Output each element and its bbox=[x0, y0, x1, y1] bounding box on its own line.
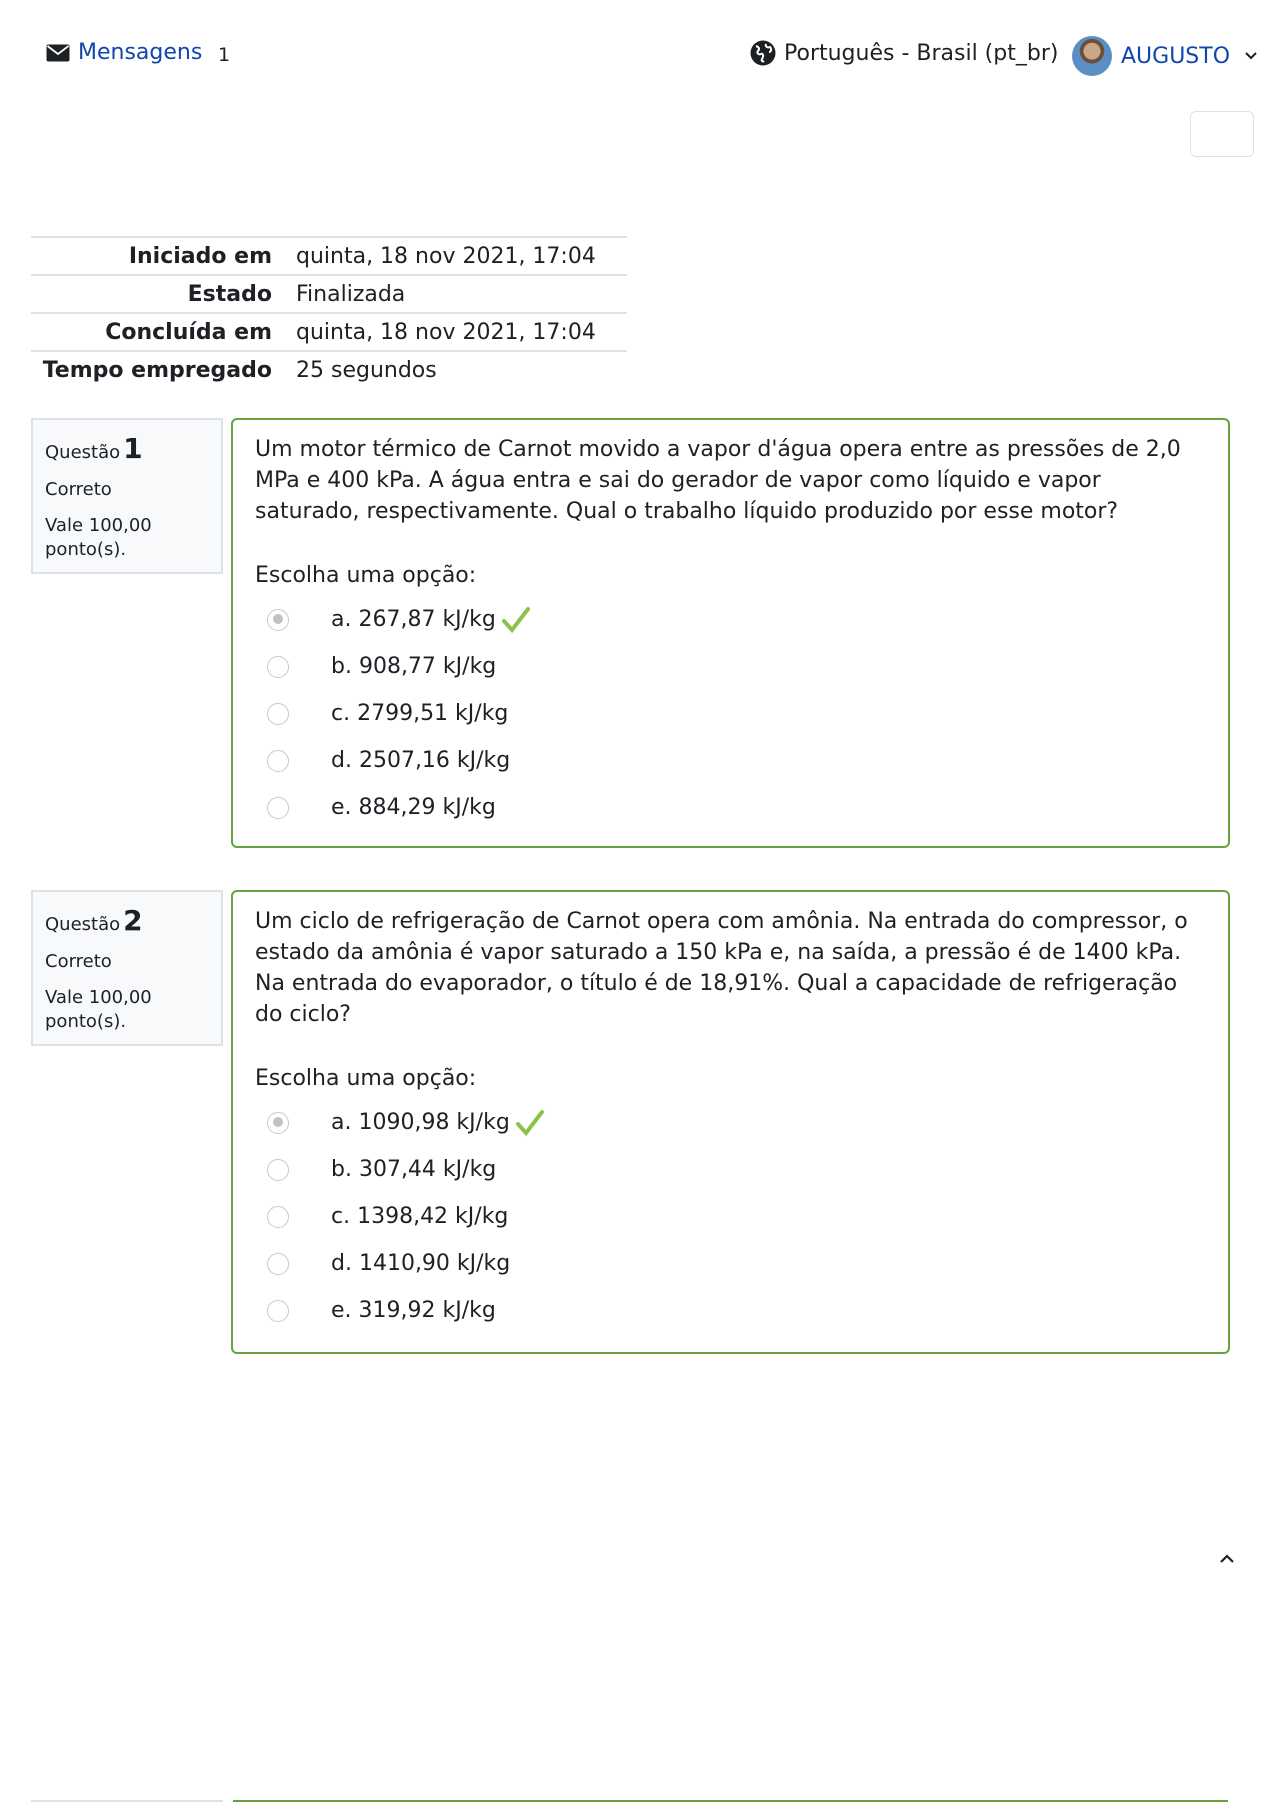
table-row bbox=[31, 313, 627, 351]
answer-option[interactable] bbox=[255, 1240, 1208, 1287]
answer-label: d. 2507,16 kJ/kg bbox=[331, 748, 511, 773]
question-text: Um motor térmico de Carnot movido a vapor d'água opera entre as pressões de 2,0 MPa e 400 kPa. A água entra e sai do gerador de vapor como líquido e vapor saturado, respectivamente. Qual o trabalho líquido produzido por esse motor? bbox=[255, 437, 1181, 524]
question-content-2 bbox=[231, 890, 1230, 1354]
summary-label: Concluída em bbox=[31, 313, 294, 351]
answer-prompt: Escolha uma opção: bbox=[255, 563, 477, 588]
summary-value: Finalizada bbox=[294, 275, 627, 313]
back-to-top-button[interactable] bbox=[1218, 1550, 1236, 1569]
question-grade: Vale 100,00 ponto(s). bbox=[45, 515, 152, 560]
avatar bbox=[1072, 36, 1112, 76]
question-content-1 bbox=[231, 418, 1230, 848]
answer-radio[interactable] bbox=[267, 1253, 289, 1275]
check-icon bbox=[515, 1109, 545, 1137]
answer-label: e. 319,92 kJ/kg bbox=[331, 1298, 496, 1323]
question-info-2 bbox=[31, 890, 223, 1046]
answer-label: b. 908,77 kJ/kg bbox=[331, 654, 497, 679]
answer-option[interactable] bbox=[255, 784, 1208, 831]
answer-option[interactable] bbox=[255, 1287, 1208, 1334]
summary-label: Iniciado em bbox=[31, 237, 294, 275]
top-navbar bbox=[0, 0, 1280, 110]
answer-option[interactable] bbox=[255, 737, 1208, 784]
table-row bbox=[31, 237, 627, 275]
answer-radio[interactable] bbox=[267, 750, 289, 772]
question-number: Questão 2 bbox=[45, 904, 143, 937]
answer-label: a. 1090,98 kJ/kg bbox=[331, 1110, 510, 1135]
messages-count-badge: 1 bbox=[218, 44, 231, 66]
summary-label: Estado bbox=[31, 275, 294, 313]
answer-label: c. 1398,42 kJ/kg bbox=[331, 1204, 509, 1229]
answer-label: a. 267,87 kJ/kg bbox=[331, 607, 496, 632]
envelope-icon bbox=[46, 44, 70, 62]
attempt-summary-table bbox=[31, 236, 627, 389]
answer-label: b. 307,44 kJ/kg bbox=[331, 1157, 497, 1182]
answer-radio[interactable] bbox=[267, 1112, 289, 1134]
answer-label: e. 884,29 kJ/kg bbox=[331, 795, 496, 820]
answer-option[interactable] bbox=[255, 1193, 1208, 1240]
check-icon bbox=[501, 606, 531, 634]
answer-prompt: Escolha uma opção: bbox=[255, 1066, 477, 1091]
answer-radio[interactable] bbox=[267, 703, 289, 725]
answer-option[interactable] bbox=[255, 1146, 1208, 1193]
answer-radio[interactable] bbox=[267, 1300, 289, 1322]
answer-option[interactable] bbox=[255, 643, 1208, 690]
summary-value: quinta, 18 nov 2021, 17:04 bbox=[294, 237, 627, 275]
language-menu[interactable] bbox=[750, 40, 1058, 66]
answer-label: c. 2799,51 kJ/kg bbox=[331, 701, 509, 726]
answer-radio[interactable] bbox=[267, 1159, 289, 1181]
question-info-1 bbox=[31, 418, 223, 574]
answer-option[interactable] bbox=[255, 690, 1208, 737]
summary-value: quinta, 18 nov 2021, 17:04 bbox=[294, 313, 627, 351]
blocks-drawer-button[interactable] bbox=[1190, 111, 1254, 157]
answer-radio[interactable] bbox=[267, 1206, 289, 1228]
answer-radio[interactable] bbox=[267, 797, 289, 819]
answer-list bbox=[255, 596, 1208, 831]
table-row bbox=[31, 351, 627, 389]
table-row bbox=[31, 275, 627, 313]
user-menu[interactable] bbox=[1072, 36, 1258, 76]
answer-list bbox=[255, 1099, 1208, 1334]
globe-icon bbox=[750, 40, 776, 66]
question-state: Correto bbox=[45, 951, 112, 972]
summary-value: 25 segundos bbox=[294, 351, 627, 389]
answer-radio[interactable] bbox=[267, 609, 289, 631]
question-state: Correto bbox=[45, 479, 112, 500]
user-name: AUGUSTO bbox=[1121, 43, 1231, 69]
answer-option[interactable] bbox=[255, 1099, 1208, 1146]
chevron-down-icon bbox=[1244, 51, 1258, 61]
chevron-up-icon bbox=[1218, 1553, 1236, 1565]
question-number: Questão 1 bbox=[45, 432, 143, 465]
next-question-info-edge bbox=[31, 1800, 223, 1802]
question-grade: Vale 100,00 ponto(s). bbox=[45, 987, 152, 1032]
messages-link[interactable] bbox=[46, 40, 202, 65]
summary-label: Tempo empregado bbox=[31, 351, 294, 389]
next-question-content-edge bbox=[233, 1800, 1228, 1802]
messages-label: Mensagens bbox=[78, 40, 203, 65]
language-label: Português - Brasil (pt_br) bbox=[784, 40, 1059, 66]
question-text: Um ciclo de refrigeração de Carnot opera com amônia. Na entrada do compressor, o estado da amônia é vapor saturado a 150 kPa e, na saída, a pressão é de 1400 kPa. Na entrada do evaporador, o título é de 18,91%. Qual a capacidade de refrigeração do ciclo? bbox=[255, 909, 1188, 1027]
answer-radio[interactable] bbox=[267, 656, 289, 678]
answer-label: d. 1410,90 kJ/kg bbox=[331, 1251, 511, 1276]
answer-option[interactable] bbox=[255, 596, 1208, 643]
